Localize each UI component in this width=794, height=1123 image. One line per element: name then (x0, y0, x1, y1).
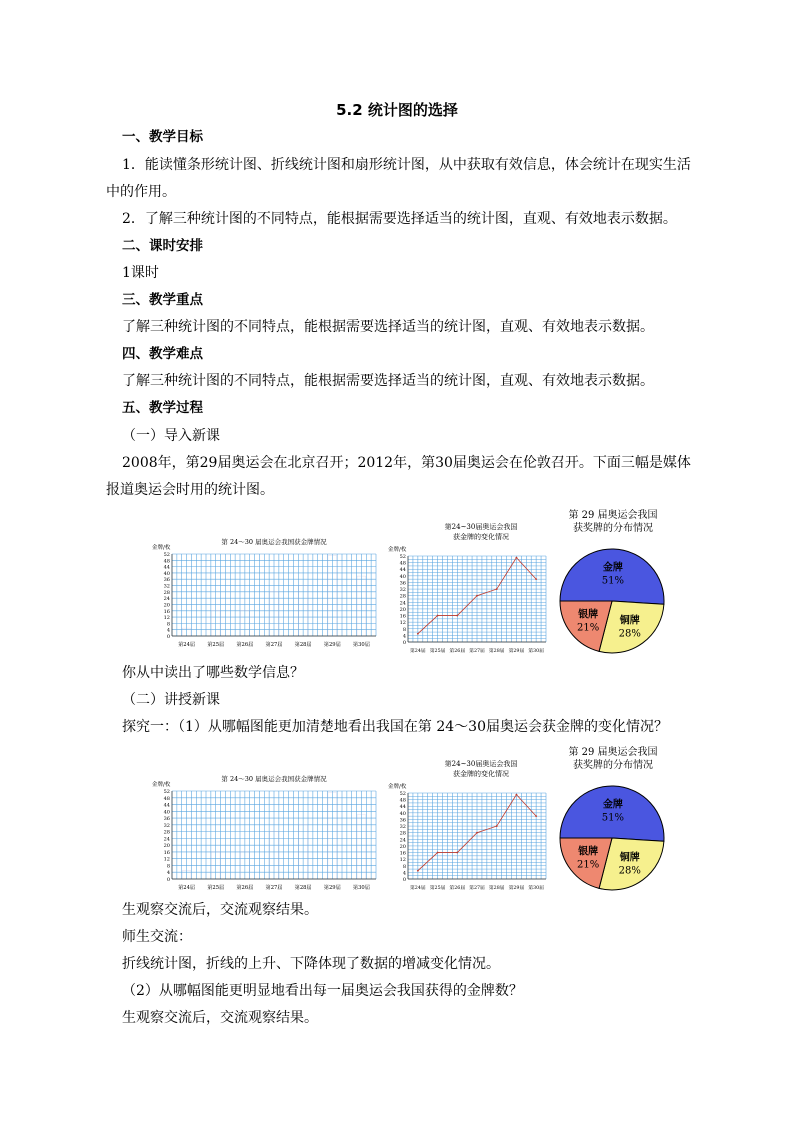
x-tick-label: 第29届 (508, 886, 525, 891)
x-tick-label: 第30届 (352, 885, 370, 891)
chart-title: 第 24～30 届奥运会我国获金牌情况 (221, 538, 327, 546)
data-point (456, 615, 458, 617)
x-tick-label: 第24届 (410, 649, 426, 654)
data-point (456, 852, 458, 854)
x-tick-label: 第30届 (528, 886, 544, 891)
x-tick-label: 第24届 (178, 885, 196, 891)
x-tick-label: 第26届 (236, 642, 254, 648)
y-tick-label: 24 (163, 596, 170, 603)
x-tick-label: 第30届 (528, 649, 544, 654)
goal-1-line-1: 1．能读懂条形统计图、折线统计图和扇形统计图，从中获取有效信息，体会统计在现实生活 (122, 157, 691, 173)
pie-chart (554, 507, 684, 655)
goal-1-line-2: 中的作用。 (106, 184, 176, 200)
y-tick-label: 28 (163, 589, 170, 596)
y-tick-label: 28 (163, 829, 170, 836)
y-tick-label: 40 (399, 573, 406, 580)
y-tick-label: 52 (163, 552, 170, 558)
y-tick-label: 24 (163, 836, 170, 843)
chart-title-line: 第24~30届奥运会我国 (444, 523, 518, 531)
x-tick-label: 第28届 (294, 642, 312, 648)
y-tick-label: 8 (166, 863, 170, 870)
x-tick-label: 第28届 (488, 649, 505, 654)
x-tick-label: 第30届 (352, 642, 370, 648)
x-tick-label: 第26届 (449, 886, 466, 891)
data-point (535, 815, 537, 817)
y-tick-label: 12 (163, 856, 170, 863)
y-tick-label: 20 (163, 843, 170, 850)
chart-title-line: 获金牌的变化情况 (453, 533, 509, 541)
y-tick-label: 44 (399, 567, 406, 574)
section-heading-difficulties: 四、教学难点 (122, 346, 203, 362)
bar-chart (152, 773, 378, 891)
y-tick-label: 48 (163, 795, 170, 802)
y-tick-label: 8 (402, 863, 406, 870)
slice-label-name: 金牌 (602, 562, 623, 574)
y-tick-label: 0 (402, 640, 406, 646)
slice-label-name: 金牌 (602, 799, 623, 811)
y-tick-label: 20 (399, 843, 406, 850)
difficulties-text: 了解三种统计图的不同特点，能根据需要选择适当的统计图，直观、有效地表示数据。 (122, 373, 654, 389)
intro-line-2: 报道奥运会时用的统计图。 (106, 482, 274, 498)
x-tick-label: 第27届 (469, 886, 485, 891)
data-point (437, 852, 439, 854)
slice-label-name: 铜牌 (619, 615, 640, 627)
y-tick-label: 32 (399, 587, 406, 594)
pie-chart (554, 744, 684, 892)
y-tick-label: 52 (399, 554, 406, 560)
y-tick-label: 28 (399, 830, 406, 837)
y-tick-label: 40 (163, 570, 170, 577)
conclusion-line-chart: 折线统计图，折线的上升、下降体现了数据的增减变化情况。 (122, 956, 500, 972)
y-tick-label: 20 (163, 602, 170, 609)
y-tick-label: 4 (402, 870, 406, 877)
y-tick-label: 48 (163, 558, 170, 565)
chart-title-line: 获奖牌的分布情况 (573, 760, 653, 771)
x-tick-label: 第27届 (265, 642, 283, 648)
slice-label-value: 51% (601, 812, 625, 824)
data-point (417, 870, 419, 872)
x-tick-label: 第28届 (488, 886, 505, 891)
section-heading-schedule: 二、课时安排 (122, 238, 203, 254)
line-chart (388, 520, 548, 654)
slice-label-name: 银牌 (578, 846, 599, 858)
x-tick-label: 第24届 (178, 642, 196, 648)
y-axis-label: 金牌/枚 (152, 782, 171, 788)
y-tick-label: 12 (399, 620, 406, 627)
y-tick-label: 0 (402, 877, 406, 883)
data-point (516, 794, 518, 796)
line-chart (388, 757, 548, 891)
subsection-intro: （一）导入新课 (122, 428, 220, 444)
schedule-text: 1课时 (122, 265, 159, 281)
y-tick-label: 48 (399, 560, 406, 567)
slice-label-name: 铜牌 (619, 852, 640, 864)
y-tick-label: 24 (399, 837, 406, 844)
data-point (476, 832, 478, 834)
y-tick-label: 12 (399, 857, 406, 864)
data-point (496, 825, 498, 827)
y-tick-label: 16 (163, 849, 170, 856)
section-heading-process: 五、教学过程 (122, 400, 203, 416)
y-axis-label: 金牌/枚 (388, 784, 407, 790)
y-tick-label: 48 (399, 797, 406, 804)
y-axis-label: 金牌/枚 (388, 547, 407, 553)
chart-title-line: 获奖牌的分布情况 (573, 523, 653, 534)
x-tick-label: 第29届 (323, 642, 341, 648)
y-tick-label: 40 (163, 809, 170, 816)
x-tick-label: 第29届 (323, 885, 341, 891)
chart-title-line: 第 29 届奥运会我国 (568, 747, 658, 758)
data-point (535, 578, 537, 580)
y-tick-label: 24 (399, 600, 406, 607)
chart-title-line: 获金牌的变化情况 (453, 770, 509, 778)
intro-line-1: 2008年，第29届奥运会在北京召开；2012年，第30届奥运会在伦敦召开。下面三幅是媒体 (122, 455, 691, 471)
bar-chart (152, 536, 378, 648)
chart-title-line: 第 29 届奥运会我国 (568, 510, 658, 521)
section-heading-key-points: 三、教学重点 (122, 292, 203, 308)
y-tick-label: 28 (399, 593, 406, 600)
data-point (516, 557, 518, 559)
x-tick-label: 第26届 (236, 885, 254, 891)
y-tick-label: 36 (399, 817, 406, 824)
data-point (417, 633, 419, 635)
y-tick-label: 44 (163, 802, 170, 809)
x-tick-label: 第24届 (410, 886, 426, 891)
y-tick-label: 36 (399, 580, 406, 587)
goal-2: 2．了解三种统计图的不同特点，能根据需要选择适当的统计图，直观、有效地表示数据。 (122, 211, 677, 227)
y-tick-label: 32 (399, 824, 406, 831)
slice-label-value: 28% (618, 865, 641, 877)
y-tick-label: 36 (163, 816, 170, 823)
slice-label-value: 51% (601, 575, 625, 587)
observation-1: 生观察交流后，交流观察结果。 (122, 902, 318, 918)
y-tick-label: 0 (166, 877, 170, 883)
data-point (437, 615, 439, 617)
y-tick-label: 32 (163, 583, 170, 590)
chart-title-line: 第24~30届奥运会我国 (444, 760, 518, 768)
y-tick-label: 4 (402, 633, 406, 640)
y-tick-label: 32 (163, 822, 170, 829)
x-tick-label: 第25届 (207, 642, 225, 648)
question-2: （2）从哪幅图能更明显地看出每一届奥运会我国获得的金牌数？ (122, 983, 523, 999)
x-tick-label: 第29届 (508, 649, 525, 654)
key-points-text: 了解三种统计图的不同特点，能根据需要选择适当的统计图，直观、有效地表示数据。 (122, 319, 654, 335)
y-tick-label: 44 (399, 804, 406, 811)
x-tick-label: 第28届 (294, 885, 312, 891)
slice-label-value: 28% (618, 628, 641, 640)
y-tick-label: 16 (399, 613, 406, 620)
y-tick-label: 52 (399, 791, 406, 797)
y-axis-label: 金牌/枚 (152, 545, 171, 551)
y-tick-label: 16 (163, 608, 170, 615)
y-tick-label: 44 (163, 564, 170, 571)
page-title: 5.2 统计图的选择 (336, 101, 458, 119)
slice-label-value: 21% (577, 859, 600, 871)
y-tick-label: 36 (163, 577, 170, 584)
observation-2: 生观察交流后，交流观察结果。 (122, 1010, 318, 1026)
y-tick-label: 4 (166, 627, 170, 634)
x-tick-label: 第25届 (429, 886, 446, 891)
data-point (476, 595, 478, 597)
y-tick-label: 20 (399, 606, 406, 613)
x-tick-label: 第26届 (449, 649, 466, 654)
explore-1-question: 探究一：（1）从哪幅图能更加清楚地看出我国在第 24～30届奥运会获金牌的变化情况？ (122, 719, 668, 735)
chart-title: 第 24～30 届奥运会我国获金牌情况 (221, 775, 327, 783)
y-tick-label: 12 (163, 615, 170, 622)
y-tick-label: 52 (163, 789, 170, 795)
teacher-student-exchange: 师生交流： (122, 929, 192, 945)
slice-label-value: 21% (577, 622, 600, 634)
question-1: 你从中读出了哪些数学信息？ (122, 665, 304, 681)
x-tick-label: 第27届 (469, 649, 485, 654)
subsection-new-lesson: （二）讲授新课 (122, 692, 220, 708)
slice-label-name: 银牌 (578, 609, 599, 621)
section-heading-goals: 一、教学目标 (122, 129, 203, 145)
y-tick-label: 8 (166, 621, 170, 628)
y-tick-label: 0 (166, 634, 170, 640)
x-tick-label: 第27届 (265, 885, 283, 891)
y-tick-label: 8 (402, 626, 406, 633)
y-tick-label: 16 (399, 850, 406, 857)
y-tick-label: 40 (399, 810, 406, 817)
data-point (496, 588, 498, 590)
x-tick-label: 第25届 (207, 885, 225, 891)
x-tick-label: 第25届 (429, 649, 446, 654)
y-tick-label: 4 (166, 870, 170, 877)
